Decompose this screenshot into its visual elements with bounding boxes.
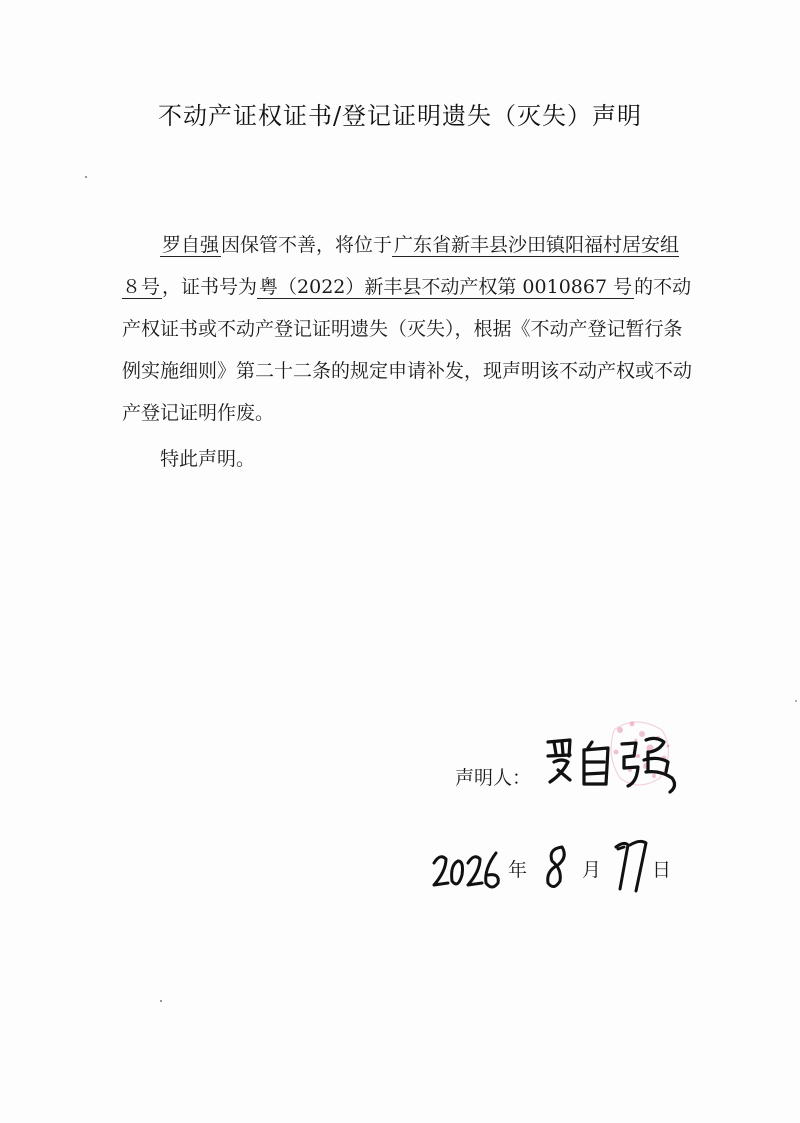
paragraph-text-2: ，证书号为 — [162, 276, 258, 298]
scan-speck — [85, 176, 87, 178]
handwritten-day — [610, 835, 650, 895]
declaration-body — [122, 224, 692, 434]
scan-speck — [795, 700, 797, 702]
declarant-label: 声明人： — [455, 767, 532, 789]
paragraph-text-1: 因保管不善，将位于 — [221, 234, 393, 256]
paragraph-text-3: 的不动产权证书或不动产登记证明遗失（灭失），根据《不动产登记暂行条例实施细则》第二十二条的规定申请补发，现声明该不动产权或不动产登记证明作废。 — [122, 276, 693, 424]
handwritten-signature — [540, 712, 690, 802]
day-suffix: 日 — [652, 859, 672, 881]
month-suffix: 月 — [582, 859, 602, 881]
closing-statement: 特此声明。 — [160, 448, 256, 470]
handwritten-month — [540, 841, 574, 893]
declarant-name: 罗自强 — [162, 234, 220, 256]
property-address: 广东省新丰县沙田镇阳福村居安组８号 — [122, 234, 680, 298]
scan-speck — [160, 1000, 162, 1002]
declaration-paragraph — [122, 224, 692, 434]
year-suffix: 年 — [508, 859, 528, 881]
certificate-number: 粤（2022）新丰县不动产权第 0010867 号 — [259, 276, 633, 298]
document-title: 不动产证权证书/登记证明遗失（灭失）声明 — [157, 102, 643, 130]
handwritten-year — [430, 845, 504, 897]
declaration-date — [430, 835, 690, 905]
